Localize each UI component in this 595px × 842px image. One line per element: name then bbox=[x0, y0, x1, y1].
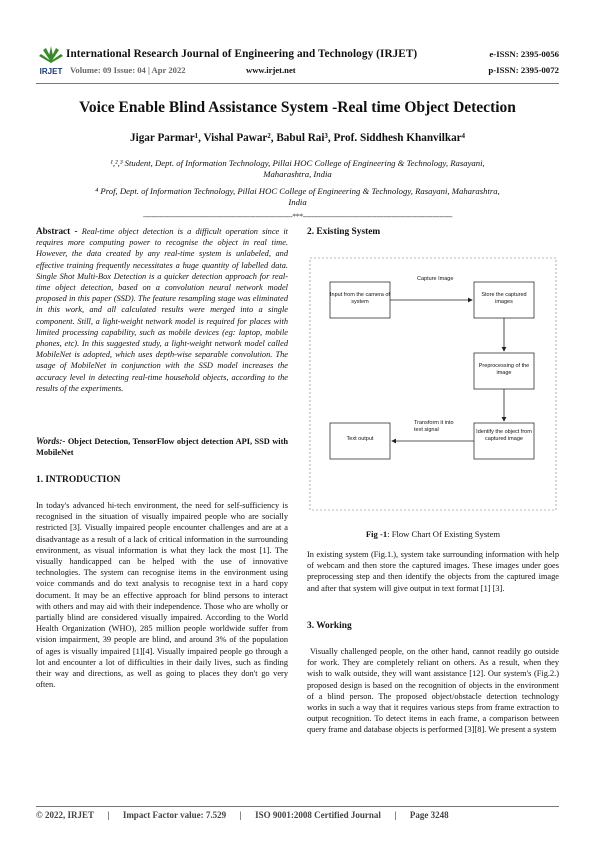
volume-issue: Volume: 09 Issue: 04 | Apr 2022 bbox=[70, 65, 186, 75]
affiliation-1-line1: ¹,²,³ Student, Dept. of Information Technology, Pillai HOC College of Engineering & Technology, Rasayani, bbox=[110, 158, 485, 168]
paper-title: Voice Enable Blind Assistance System -Real time Object Detection bbox=[79, 99, 516, 116]
existing-system-heading: 2. Existing System bbox=[307, 227, 381, 237]
abstract bbox=[36, 226, 288, 394]
journal-logo bbox=[36, 44, 66, 76]
label-transform: Transform it into text signal bbox=[414, 420, 454, 433]
label-capture-image: Capture Image bbox=[417, 276, 454, 282]
footer-divider bbox=[36, 806, 559, 807]
existing-system-flowchart bbox=[307, 248, 559, 513]
figure-1-caption bbox=[307, 529, 559, 539]
keywords-label: Words:- bbox=[36, 436, 66, 446]
footer-page-number: Page 3248 bbox=[409, 810, 449, 820]
box-input-label: Input from the camera of system bbox=[330, 292, 390, 305]
affiliation-2-line2: India bbox=[288, 197, 307, 207]
intro-text: In today's advanced hi-tech environment, the need for self-sufficiency is recognised in the situation of visually impaired people who are socially restricted [3]. Visually impaired people encounter challenges and are at a disadvantage as a result of a lack of critical information in the surrounding environment, as visual information is what they lack the most [1]. The visually handicapped can be helped with the use of innovative technologies. The system can recognise items in the environment using voice commands and do text analysis to recognise text in a hard copy document. It may be an effective approach for blind persons to interact with others and may aid with their independence. Those who are wholly or partially blind are considered visually impaired. According to the World Health Organization (WHO), 285 million people worldwide suffer from vision impairment, 39 people are blind, and around 3% of the population of ages is visually impaired [1][4]. Visually impaired people go through a lot and encounter a lot of difficulties in their daily lives, such as finding their way and directions, as well as going to places they don't go very often. bbox=[36, 501, 288, 690]
footer-copyright: © 2022, IRJET bbox=[36, 810, 94, 820]
working-text: Visually challenged people, on the other hand, cannot readily go outside for work. They are completely reliant on others. As a result, when they wish to walk outside, they will want assistance [12]. Our system's (Fig.2.) proposed design is based on the recognition of objects in the environment of a blind person. The proposed object/obstacle detection technology works in such a way that it requires various steps from frame extraction to output recognition. To detect items in each frame, a comparison between query frame and database objects is performed [3][8]. We present a system bbox=[307, 647, 559, 735]
working-heading: 3. Working bbox=[307, 621, 352, 631]
keywords bbox=[36, 436, 288, 458]
page-footer: © 2022, IRJET | Impact Factor value: 7.529 | ISO 9001:2008 Certified Journal | Page 3248 bbox=[36, 810, 449, 820]
existing-system-text: In existing system (Fig.1.), system take surrounding information with help of webcam and then store the captured images. These images under goes preprocessing step and then identify the objects from the captured image and after that system will give output in text format [1] [3]. bbox=[307, 550, 559, 593]
affiliation-1-line2: Maharashtra, India bbox=[263, 169, 332, 179]
p-issn: p-ISSN: 2395-0072 bbox=[488, 65, 559, 75]
figure-1-caption-text: : Flow Chart Of Existing System bbox=[387, 529, 501, 539]
journal-name: International Research Journal of Engineering and Technology (IRJET) bbox=[66, 48, 418, 60]
box-preprocess-label: Preprocessing of the image bbox=[478, 363, 530, 376]
box-output-label: Text output bbox=[346, 436, 374, 442]
section-separator: ---------------------------------------------------------------------***--------------------------------------------------------------------- bbox=[142, 212, 453, 221]
affiliation-2-line1: ⁴ Prof, Dept. of Information Technology, Pillai HOC College of Engineering & Technology, Rasayani, Maharashtra, bbox=[95, 186, 500, 196]
logo-text: IRJET bbox=[39, 67, 63, 76]
journal-website[interactable]: www.irjet.net bbox=[246, 65, 296, 75]
abstract-label: Abstract - bbox=[36, 226, 78, 236]
e-issn: e-ISSN: 2395-0056 bbox=[489, 49, 559, 59]
keywords-text: Object Detection, TensorFlow object detection API, SSD with MobileNet bbox=[36, 437, 289, 458]
header-divider bbox=[36, 83, 559, 84]
footer-impact-factor: Impact Factor value: 7.529 bbox=[122, 810, 227, 820]
intro-heading: 1. INTRODUCTION bbox=[36, 475, 121, 485]
box-identify-label: Identify the object from captured image bbox=[476, 429, 532, 442]
abstract-text: Real-time object detection is a difficult operation since it requires more computing power to recognise the object in real time. However, the data created by any real-time system is unlabeled, and effective training frequently necessitates a huge quantity of labelled data. Single Shot Multi-Box Detection is a quicker detection approach for real-time object detection, based on a convolution neural network model proposed in this paper (SSD). The feature resampling stage was eliminated in this work, and all calculated results were merged into a single component. Still, a light-weight network model is required for places with limited processing capability, such as mobile devices (eg: laptop, mobile phones, etc). In this suggested study, a light-weight network model called MobileNet is adopted, which uses depth-wise separable convolution. The usage of MobileNet in conjunction with the SSD model increases the accuracy level in detecting real-time household objects, according to the results of the experiments. bbox=[36, 227, 289, 393]
paper-authors: Jigar Parmar¹, Vishal Pawar², Babul Rai³, Prof. Siddhesh Khanvilkar⁴ bbox=[130, 132, 465, 144]
footer-iso: ISO 9001:2008 Certified Journal bbox=[255, 810, 381, 820]
box-store-label: Store the captured images bbox=[481, 292, 527, 305]
figure-1-label: Fig -1 bbox=[365, 529, 388, 539]
